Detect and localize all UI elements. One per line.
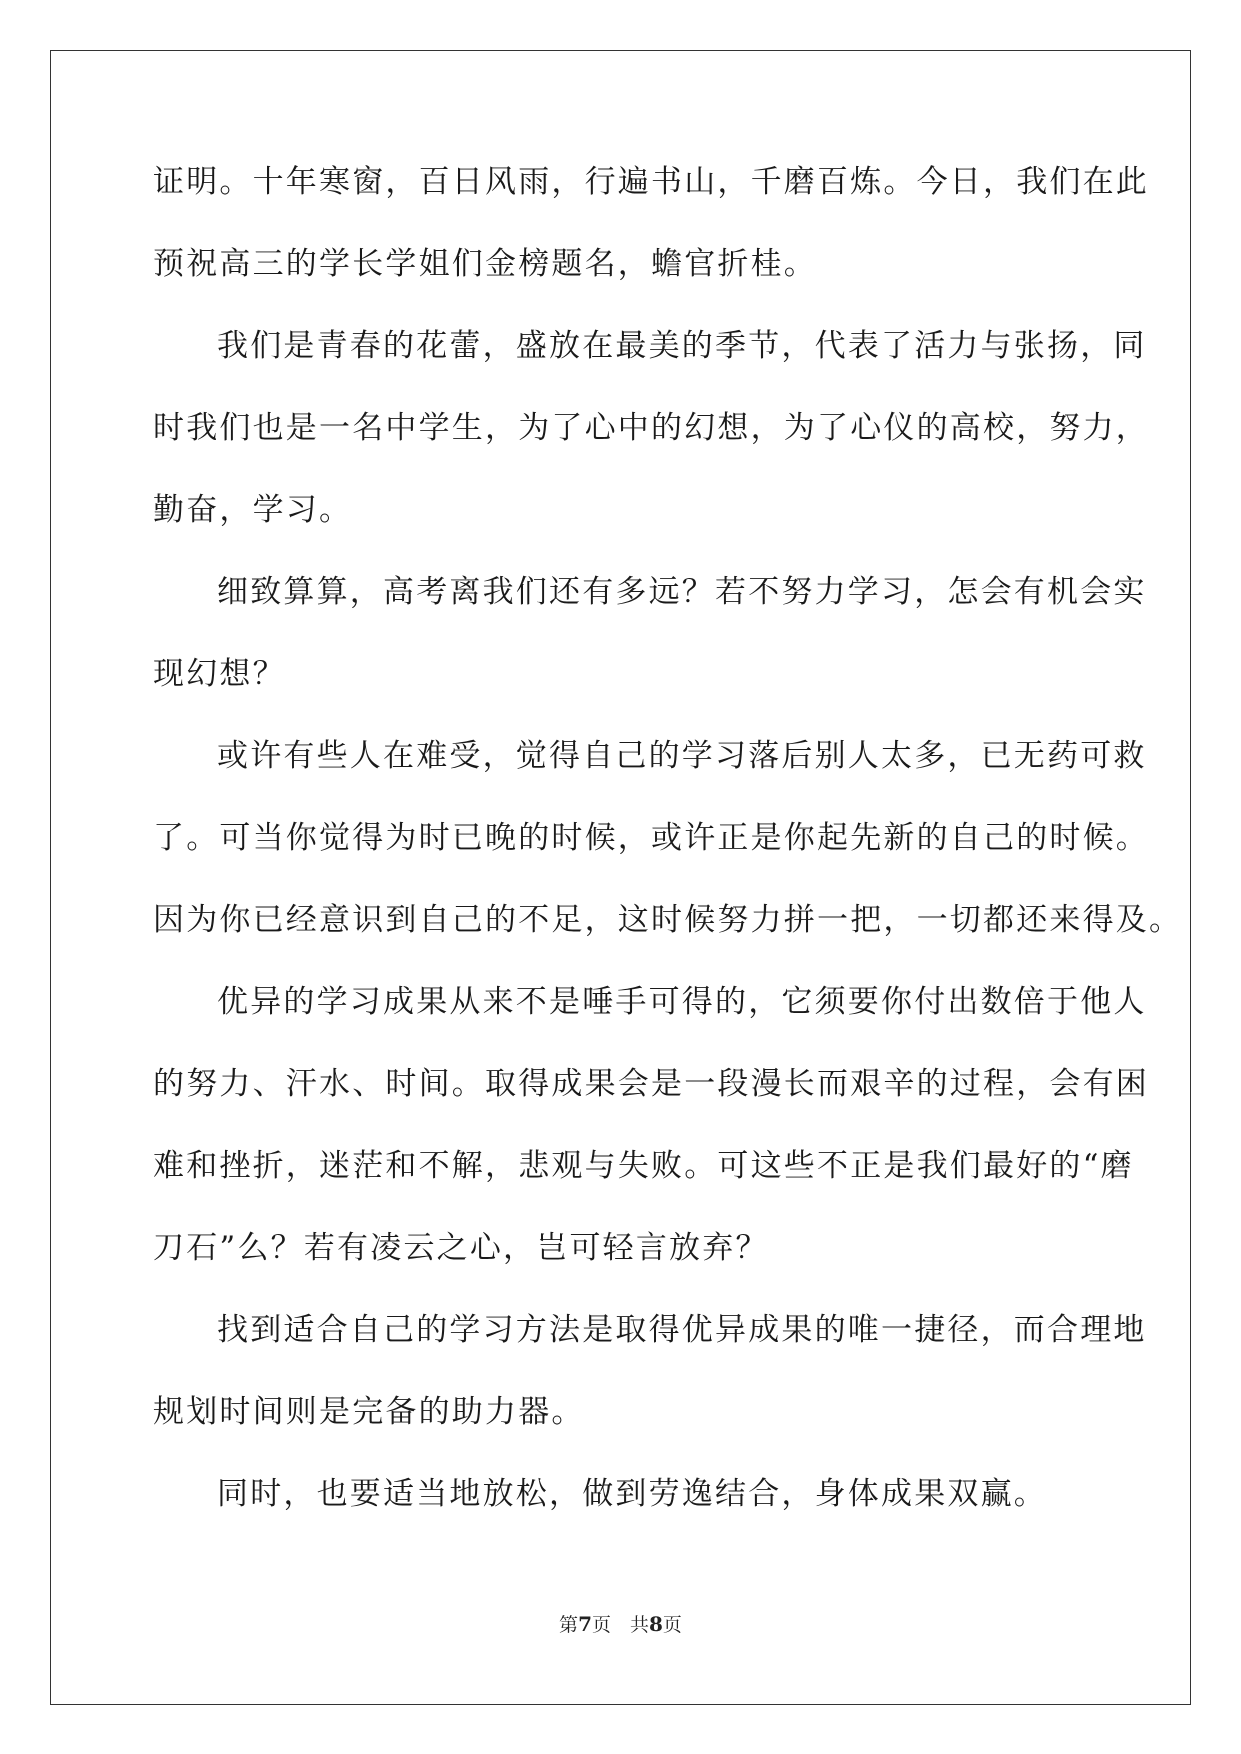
text-line: 时我们也是一名中学生，为了心中的幻想，为了心仪的高校，努力，: [153, 410, 1149, 446]
document-body: [153, 162, 1183, 1556]
text-line: 预祝高三的学长学姐们金榜题名，蟾官折桂。: [153, 246, 817, 282]
text-line: 的努力、汗水、时间。取得成果会是一段漫长而艰辛的过程，会有困: [153, 1066, 1149, 1102]
text-line: 勤奋，学习。: [153, 492, 353, 528]
current-page-number: 7: [578, 1612, 592, 1636]
total-page-number: 8: [649, 1612, 663, 1636]
text-line: 难和挫折，迷茫和不解，悲观与失败。可这些不正是我们最好的“磨: [153, 1148, 1134, 1184]
text-line: 优异的学习成果从来不是唾手可得的，它须要你付出数倍于他人: [217, 984, 1147, 1020]
text-line: 了。可当你觉得为时已晚的时候，或许正是你起先新的自己的时候。: [153, 820, 1149, 856]
page-number-footer: [0, 1612, 1241, 1637]
text-line: 刀石”么？若有凌云之心，岂可轻言放弃？: [153, 1230, 769, 1266]
footer-prefix: 第: [559, 1614, 579, 1636]
text-line: 同时，也要适当地放松，做到劳逸结合，身体成果双赢。: [217, 1476, 1047, 1512]
footer-suffix: 页: [662, 1614, 682, 1636]
text-line: 找到适合自己的学习方法是取得优异成果的唯一捷径，而合理地: [217, 1312, 1147, 1348]
text-line: 规划时间则是完备的助力器。: [153, 1394, 585, 1430]
footer-middle: 页 共: [591, 1614, 649, 1636]
text-line: 现幻想？: [153, 656, 286, 692]
text-line: 或许有些人在难受，觉得自己的学习落后别人太多，已无药可救: [217, 738, 1147, 774]
text-line: 因为你已经意识到自己的不足，这时候努力拼一把，一切都还来得及。: [153, 902, 1183, 938]
text-line: 我们是青春的花蕾，盛放在最美的季节，代表了活力与张扬，同: [217, 328, 1147, 364]
text-line: 证明。十年寒窗，百日风雨，行遍书山，千磨百炼。今日，我们在此: [153, 164, 1149, 200]
text-line: 细致算算，高考离我们还有多远？若不努力学习，怎会有机会实: [217, 574, 1147, 610]
